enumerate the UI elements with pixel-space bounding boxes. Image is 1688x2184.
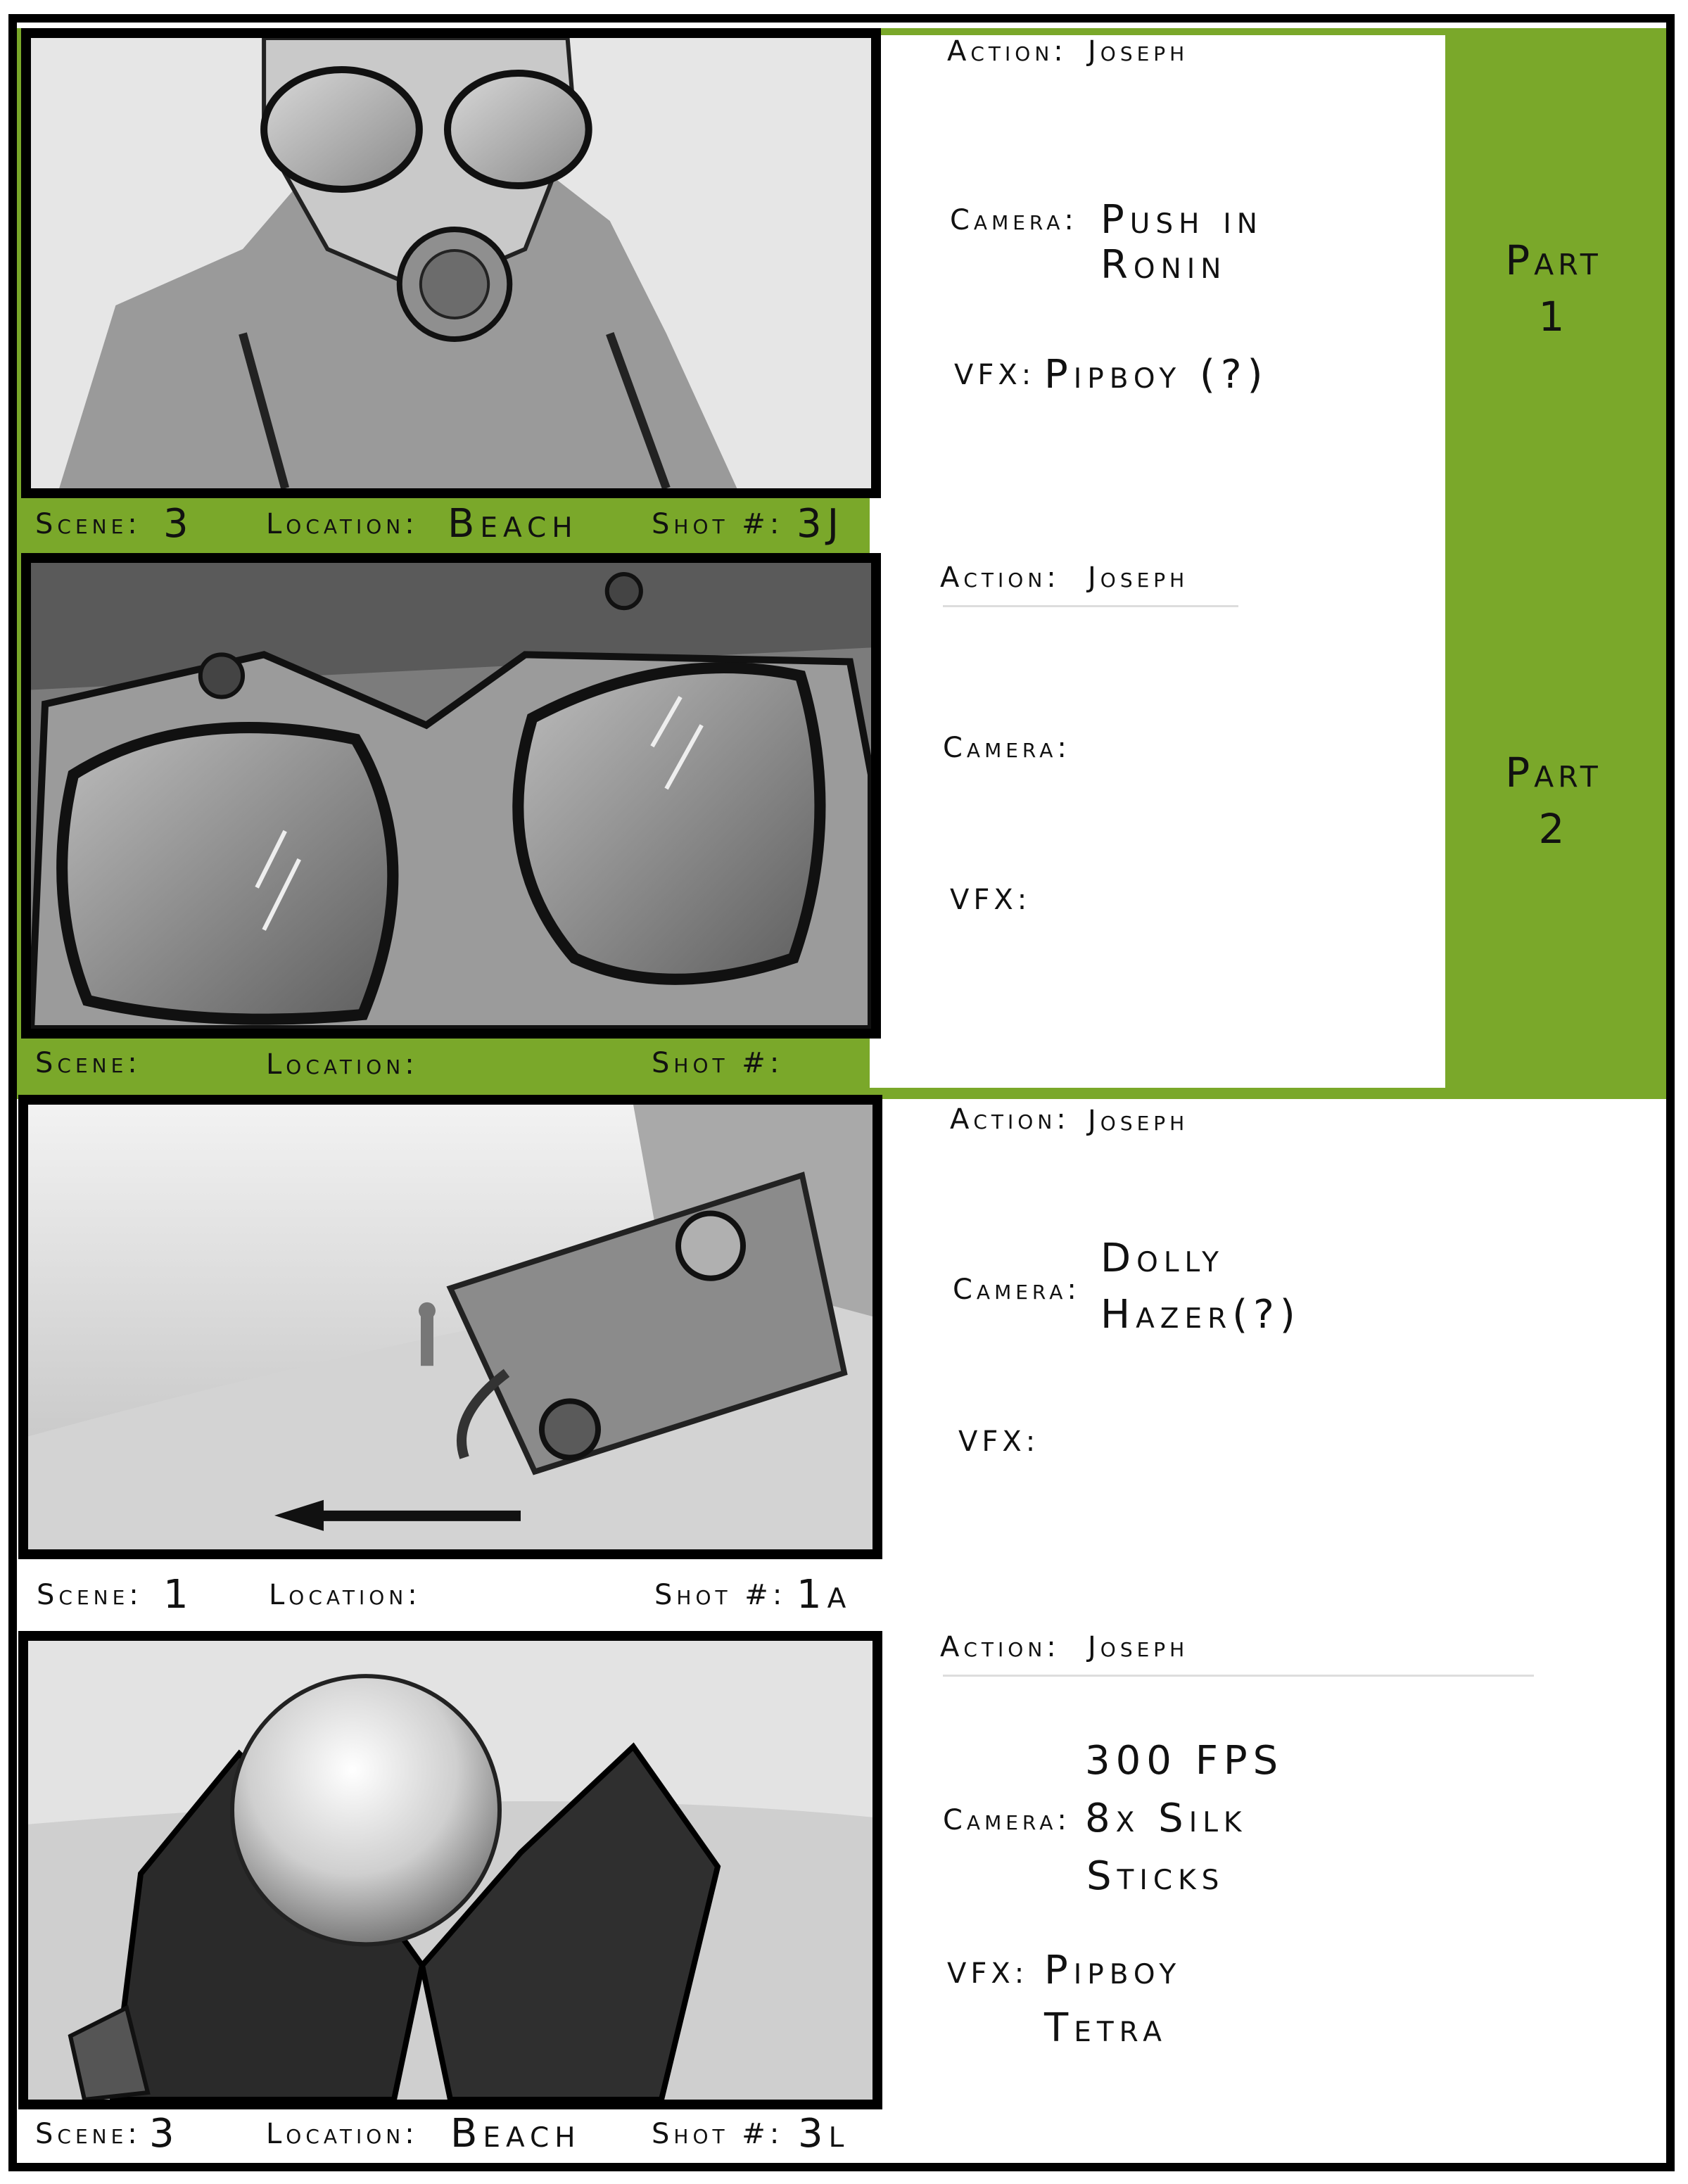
part-number: 2	[1538, 805, 1569, 853]
scene-label: Scene:	[35, 1047, 141, 1079]
location-value: Beach	[448, 501, 578, 547]
storyboard-panel-4	[18, 1631, 882, 2109]
part-1-label	[1483, 232, 1624, 345]
camera-label: Camera:	[950, 204, 1078, 236]
scene-label: Scene:	[37, 1579, 143, 1611]
field-line	[943, 1675, 1534, 1677]
shot-number-label: Shot #:	[652, 2118, 784, 2150]
storyboard-panel-1	[21, 28, 881, 498]
shot-number-label: Shot #:	[652, 508, 784, 540]
camera-value-line2: Hazer(?)	[1100, 1292, 1301, 1338]
vfx-value-line2: Tetra	[1044, 2005, 1167, 2051]
storyboard-panel-2	[21, 553, 881, 1039]
shot-number-value: 3l	[798, 2111, 850, 2157]
gloved-hands-holding-orb-sketch	[28, 1641, 872, 2100]
location-label: Location:	[266, 1048, 419, 1081]
scene-value: 3	[149, 2111, 180, 2157]
action-label: Action:	[940, 561, 1060, 594]
part-2-label	[1483, 744, 1624, 857]
location-label: Location:	[269, 1579, 421, 1611]
camera-value-line2: 8x Silk	[1085, 1796, 1248, 1841]
vfx-value: Pipboy (?)	[1044, 352, 1269, 398]
shot-number-value: 3J	[797, 501, 845, 547]
camera-value-line1: Dolly	[1100, 1236, 1224, 1281]
location-label: Location:	[266, 508, 419, 540]
action-value: Joseph	[1088, 1631, 1189, 1663]
camera-label: Camera:	[943, 1804, 1071, 1836]
vfx-label: VFX:	[947, 1957, 1029, 1990]
scene-label: Scene:	[35, 2118, 141, 2150]
camera-value-line1: Push in	[1100, 197, 1263, 243]
action-label: Action:	[947, 35, 1067, 68]
goggles-closeup-sketch	[31, 563, 871, 1029]
shot-number-label: Shot #:	[654, 1579, 787, 1611]
camera-label: Camera:	[943, 732, 1071, 764]
scene-value: 3	[163, 501, 194, 547]
gas-mask-figure-sketch	[31, 38, 871, 488]
field-line	[943, 605, 1238, 607]
vfx-label: VFX:	[958, 1426, 1040, 1458]
vfx-label: VFX:	[950, 884, 1032, 916]
scene-value: 1	[163, 1572, 194, 1618]
action-value: Joseph	[1088, 561, 1189, 594]
shot-number-value: 1a	[797, 1572, 852, 1618]
vfx-label: VFX:	[954, 359, 1036, 391]
camera-value-line1: 300 FPS	[1085, 1738, 1284, 1784]
part-word: Part	[1505, 749, 1602, 796]
camera-value-line2: Ronin	[1100, 242, 1227, 288]
storyboard-panel-3	[18, 1095, 882, 1559]
action-value: Joseph	[1088, 35, 1189, 68]
part-word: Part	[1505, 236, 1602, 284]
scene-label: Scene:	[35, 508, 141, 540]
location-label: Location:	[266, 2118, 419, 2150]
camera-label: Camera:	[953, 1274, 1081, 1306]
shot-number-label: Shot #:	[652, 1047, 784, 1079]
helmet-in-sand-dolly-sketch	[28, 1105, 872, 1549]
camera-value-line3: Sticks	[1086, 1853, 1225, 1899]
part-number: 1	[1538, 293, 1569, 341]
action-label: Action:	[940, 1631, 1060, 1663]
vfx-value-line1: Pipboy	[1044, 1948, 1182, 1993]
action-label: Action:	[950, 1103, 1070, 1136]
action-value: Joseph	[1088, 1105, 1189, 1137]
location-value: Beach	[450, 2111, 581, 2157]
